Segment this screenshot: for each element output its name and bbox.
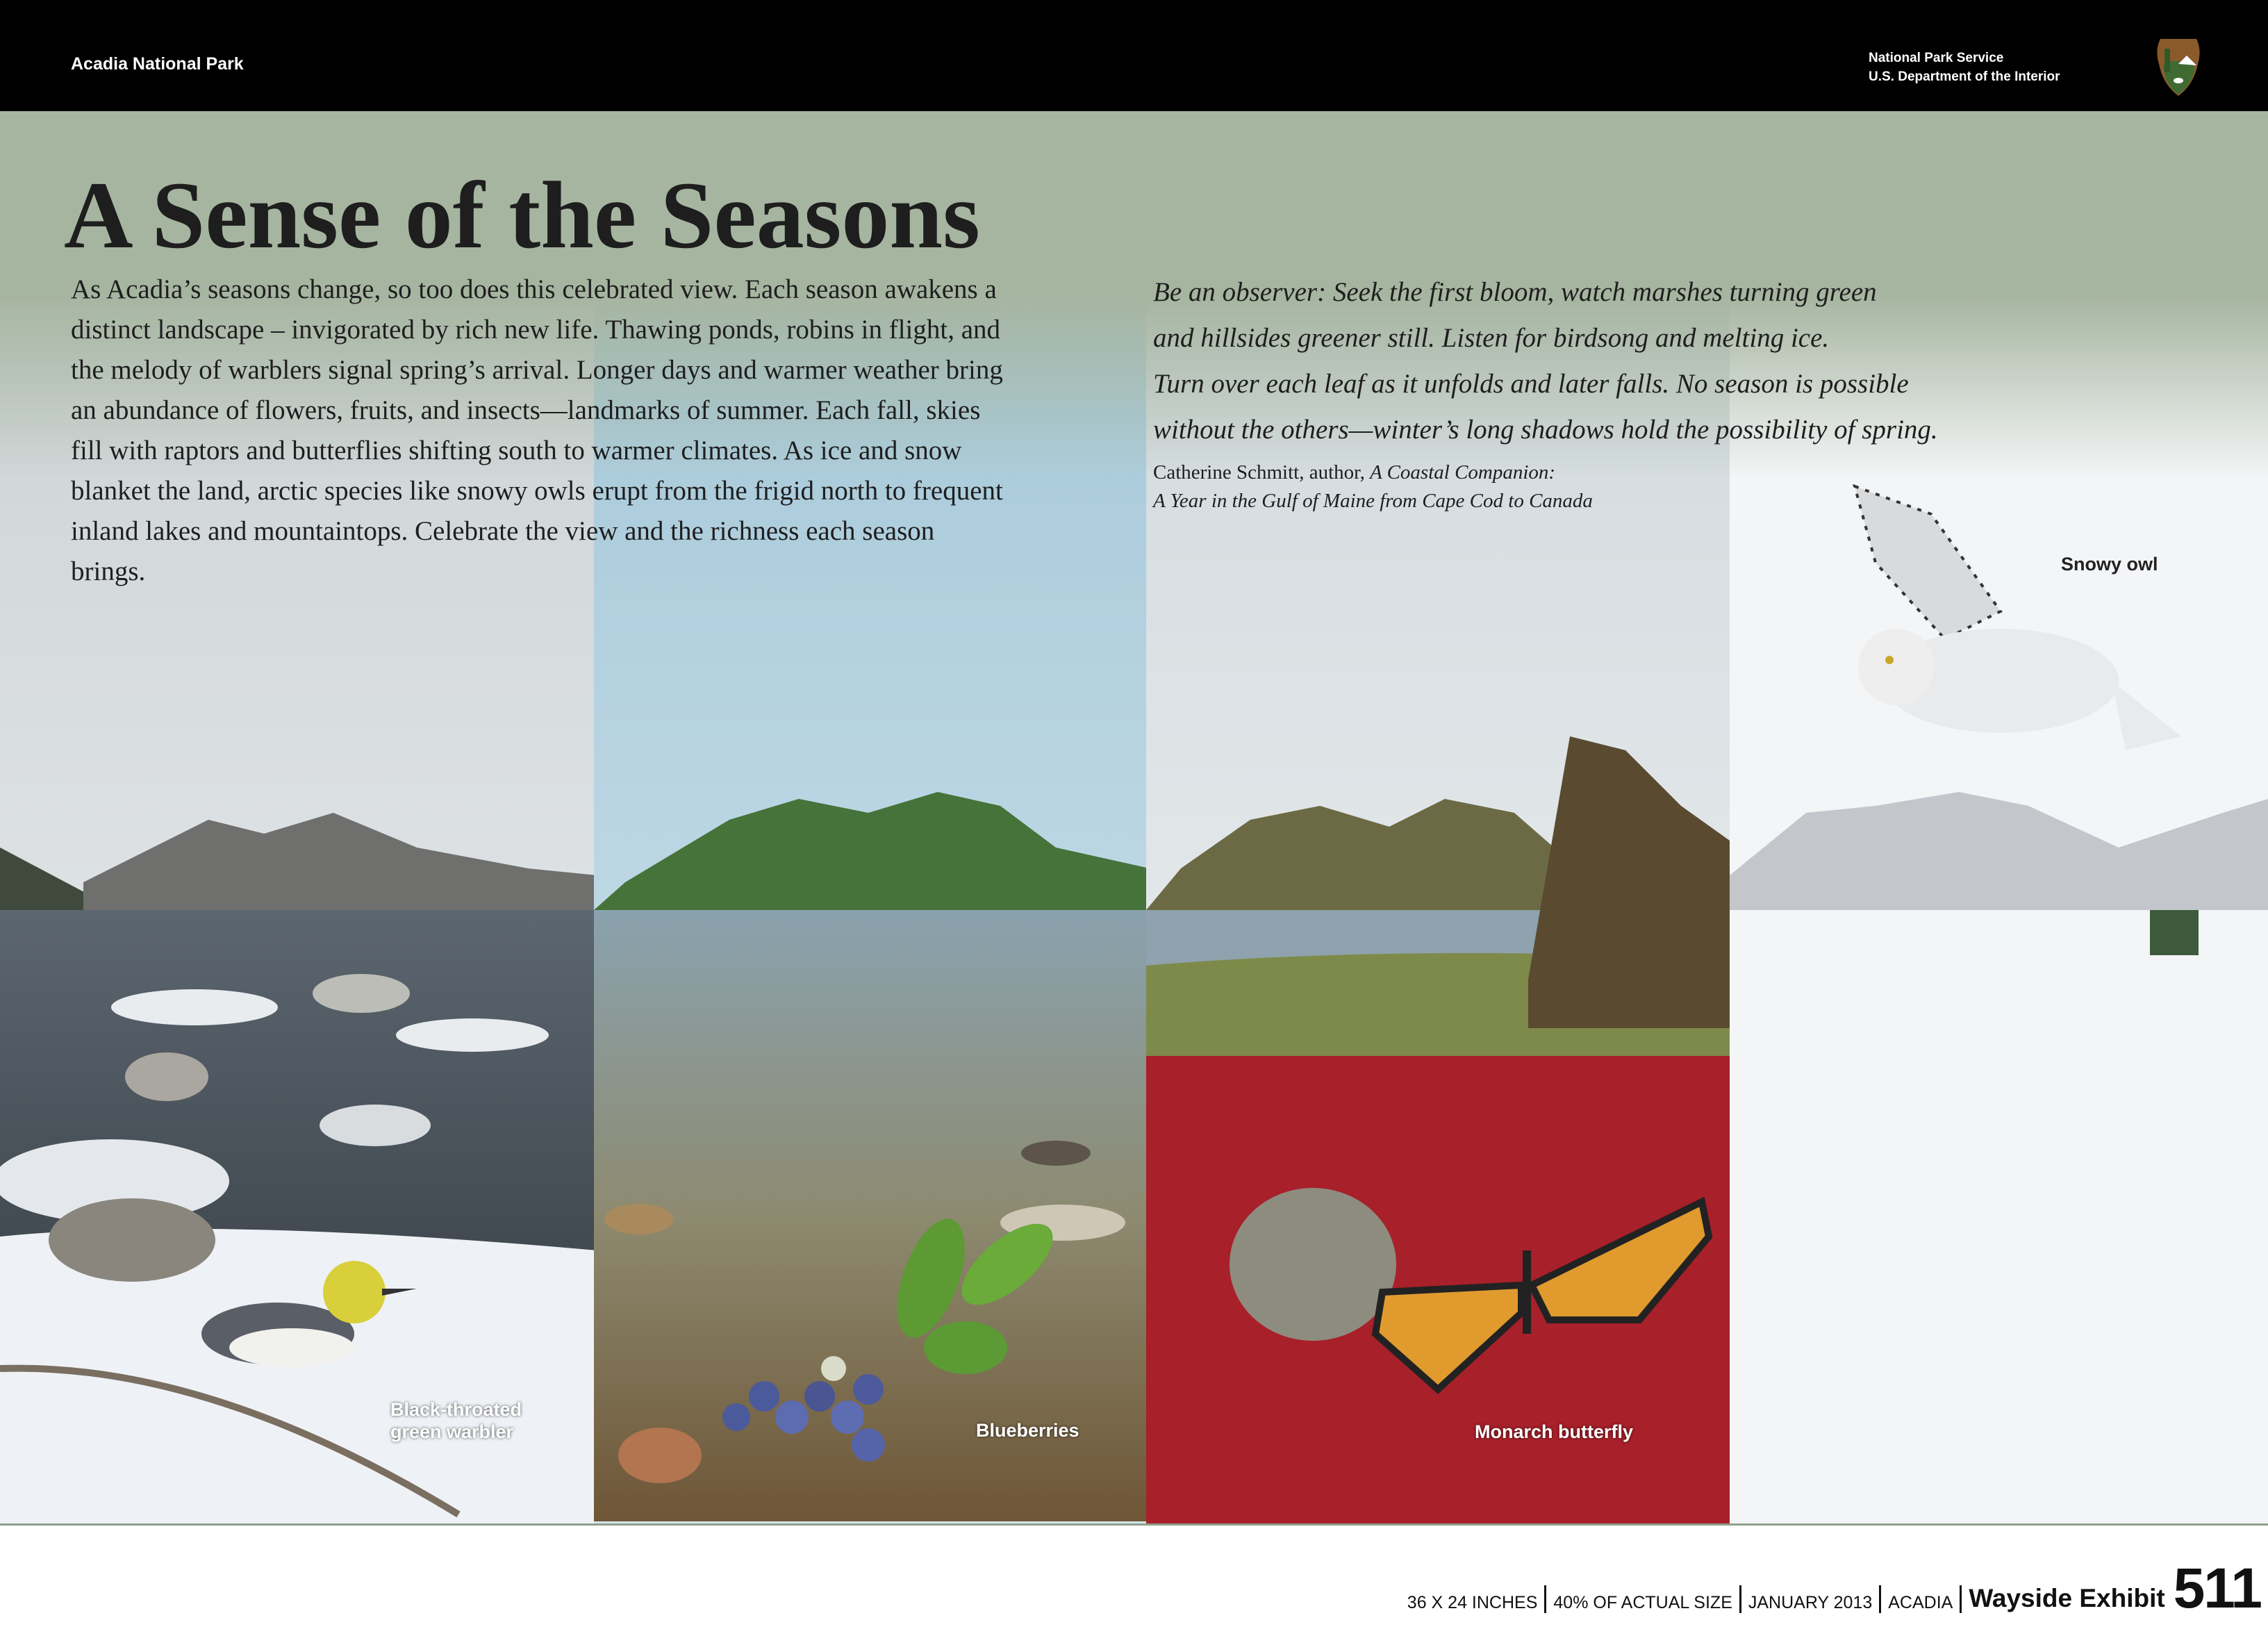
caption-snowy-owl: Snowy owl: [2061, 554, 2158, 575]
caption-warbler: [390, 1398, 522, 1443]
intro-paragraph: As Acadia’s seasons change, so too does this celebrated view. Each season awakens a distinct landscape – invigorated by rich new life. Thawing ponds, robins in flight, and the melody of warblers signal spring’s arrival. Longer days and warmer weather bring an abundance of flowers, fruits, and insects—landmarks of summer. Each fall, skies fill with raptors and butterflies shifting south to warmer climates. As ice and snow blanket the land, arctic species like snowy owls erupt from the frigid north to frequent inland lakes and mountaintops. Celebrate the view and the richness each season brings.: [71, 274, 1003, 586]
quote-line: without the others—winter’s long shadows hold the possibility of spring.: [1153, 415, 1938, 445]
separator: [1739, 1585, 1741, 1613]
header-bar: [0, 0, 2268, 111]
quote-block: [1153, 270, 2021, 453]
caption-monarch: Monarch butterfly: [1475, 1421, 1634, 1442]
agency-name: [1869, 49, 2060, 86]
quote-line: Turn over each leaf as it unfolds and later falls. No season is possible: [1153, 369, 1909, 399]
page-title: A Sense of the Seasons: [64, 162, 980, 268]
caption-line: Black-throated: [390, 1399, 522, 1420]
park-name: Acadia National Park: [71, 54, 244, 74]
exhibit-scale: 40% OF ACTUAL SIZE: [1553, 1593, 1732, 1612]
exhibit-park: ACADIA: [1888, 1593, 1953, 1612]
quote-line: and hillsides greener still. Listen for birdsong and melting ice.: [1153, 323, 1830, 353]
exhibit-label: Wayside Exhibit: [1969, 1584, 2165, 1612]
quote-line: Be an observer: Seek the first bloom, watch marshes turning green: [1153, 277, 1877, 307]
book-subtitle: A Year in the Gulf of Maine from Cape Cod to Canada: [1153, 490, 1593, 512]
exhibit-panel: [0, 111, 2268, 1525]
footer-divider: [0, 1523, 2268, 1526]
author: Catherine Schmitt, author,: [1153, 461, 1371, 484]
exhibit-date: JANUARY 2013: [1748, 1593, 1873, 1612]
separator: [1879, 1585, 1881, 1613]
nps-arrowhead-logo: [2153, 36, 2203, 97]
quote-attribution: [1153, 458, 1917, 515]
exhibit-number: 511: [2173, 1557, 2261, 1620]
footer-info: [1407, 1557, 2261, 1620]
caption-blueberries: Blueberries: [976, 1420, 1079, 1441]
separator: [1544, 1585, 1546, 1613]
department-line: U.S. Department of the Interior: [1869, 69, 2060, 84]
caption-line: green warbler: [390, 1421, 514, 1442]
agency-line: National Park Service: [1869, 51, 2004, 65]
exhibit-size: 36 X 24 INCHES: [1407, 1593, 1538, 1612]
separator: [1960, 1585, 1962, 1613]
book-title: A Coastal Companion:: [1370, 461, 1556, 484]
